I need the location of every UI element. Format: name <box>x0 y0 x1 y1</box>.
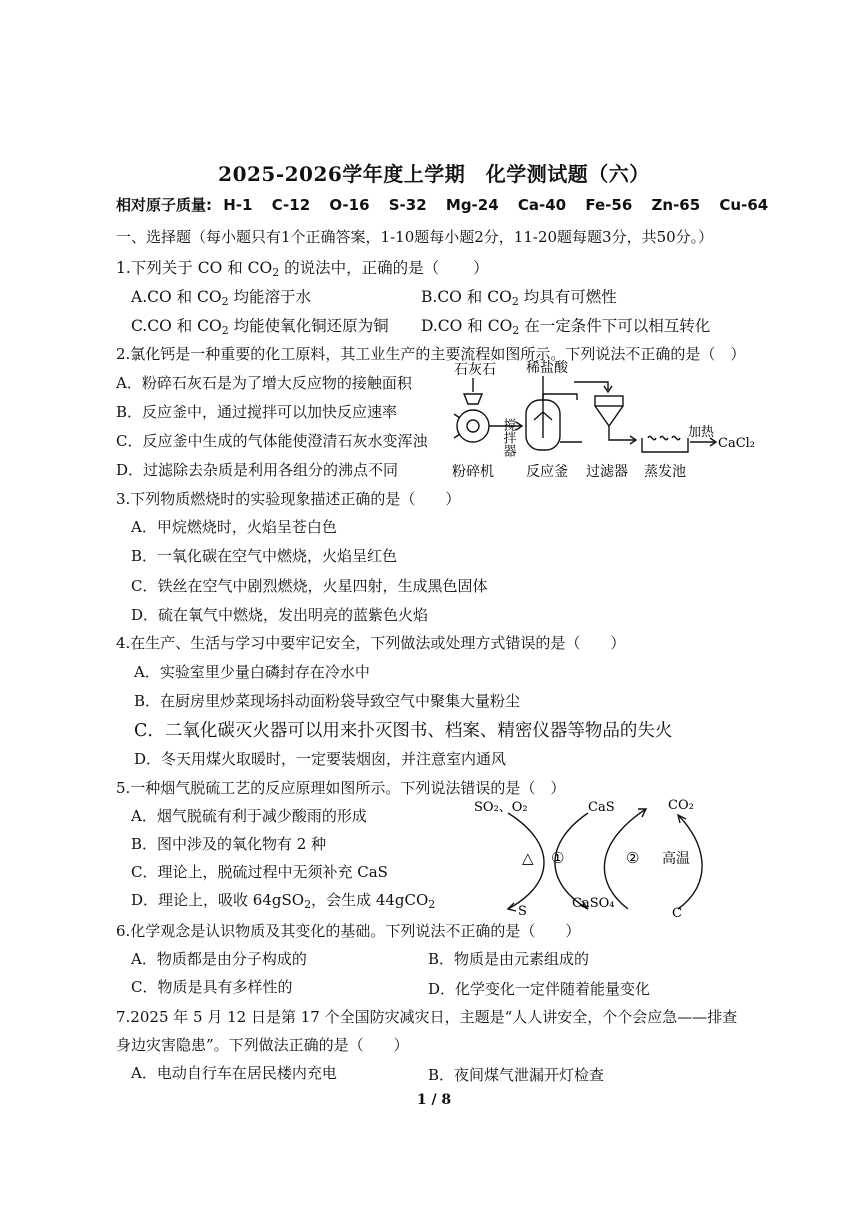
atomic-mass-item: S-32 <box>388 196 427 214</box>
label-limestone: 石灰石 <box>454 362 496 378</box>
question-1-stem <box>116 256 489 279</box>
option-text: 在一定条件下可以相互转化 <box>519 317 711 335</box>
desulfurization-cycle-diagram <box>468 795 708 920</box>
q6-option-c: C．物质是具有多样性的 <box>131 978 293 996</box>
q6-option-d: D．化学变化一定伴随着能量变化 <box>428 980 651 998</box>
subscript: 2 <box>221 295 229 308</box>
q5-option-c: C．理论上，脱硫过程中无须补充 CaS <box>131 863 388 881</box>
steam-lines <box>648 436 680 439</box>
q1-stem-part: 1.下列关于 CO 和 CO <box>116 259 273 277</box>
page-title: 2025-2026学年度上学期 化学测试题（六） <box>218 162 650 186</box>
q7-option-b: B．夜间煤气泄漏开灯检查 <box>428 1066 605 1084</box>
label-co2: CO₂ <box>668 798 694 813</box>
subscript: 2 <box>428 898 436 911</box>
atomic-mass-item: Fe-56 <box>585 196 633 214</box>
label-crusher: 粉碎机 <box>452 464 494 480</box>
option-text: C.CO 和 CO <box>131 317 222 335</box>
q7-option-a: A．电动自行车在居民楼内充电 <box>131 1064 337 1082</box>
atomic-mass-line <box>116 194 782 215</box>
calcium-chloride-process-diagram <box>450 360 790 485</box>
filter-top <box>595 396 623 406</box>
pipe-to-filter <box>574 382 608 390</box>
q2-option-d: D．过滤除去杂质是利用各组分的沸点不同 <box>116 461 399 479</box>
label-heat: 加热 <box>688 425 715 440</box>
q1-stem-part: 的说法中，正确的是（ <box>279 259 440 277</box>
label-cas: CaS <box>588 800 615 815</box>
q6-option-b: B．物质是由元素组成的 <box>428 950 590 968</box>
label-stirrer: 搅拌器 <box>500 418 516 457</box>
atomic-mass-item: Mg-24 <box>445 196 499 214</box>
q4-option-b: B．在厨房里炒菜现场抖动面粉袋导致空气中聚集大量粉尘 <box>134 692 521 710</box>
section-heading: 一、选择题（每小题只有1个正确答案，1-10题每小题2分，11-20题每题3分，共50分。） <box>116 228 714 246</box>
option-text: 均具有可燃性 <box>518 288 617 306</box>
option-text: D.CO 和 CO <box>421 317 513 335</box>
crusher-body <box>457 410 489 442</box>
label-c: C <box>672 906 682 920</box>
question-7-stem-line-2: 身边灾害隐患”。下列做法正确的是（ ） <box>116 1036 409 1054</box>
atomic-mass-item: O-16 <box>329 196 370 214</box>
subscript: 2 <box>272 266 280 279</box>
label-evaporator: 蒸发池 <box>644 464 686 480</box>
atomic-mass-item: Cu-64 <box>719 196 769 214</box>
q4-option-d: D．冬天用煤火取暖时，一定要装烟囱，并注意室内通风 <box>134 750 507 768</box>
page-number: 1 / 8 <box>416 1092 452 1108</box>
label-caso4: CaSO₄ <box>572 896 615 911</box>
filter-funnel <box>595 406 623 426</box>
label-delta: △ <box>522 849 534 867</box>
q1-option-c <box>131 314 389 337</box>
q1-option-a <box>131 285 311 308</box>
subscript: 2 <box>511 295 519 308</box>
q4-option-a: A．实验室里少量白磷封存在冷水中 <box>134 663 370 681</box>
atomic-mass-item: H-1 <box>223 196 253 214</box>
atomic-mass-label: 相对原子质量: <box>116 196 212 214</box>
q6-option-a: A．物质都是由分子构成的 <box>131 950 307 968</box>
label-product: CaCl₂ <box>718 436 756 451</box>
question-4-stem: 4.在生产、生活与学习中要牢记安全，下列做法或处理方式错误的是（ ） <box>116 634 626 652</box>
label-filter: 过滤器 <box>586 464 628 480</box>
q2-option-c: C．反应釜中生成的气体能使澄清石灰水变浑浊 <box>116 432 428 450</box>
question-2-stem: 2.氯化钙是一种重要的化工原料，其工业生产的主要流程如图所示。下列说法不正确的是（ ） <box>116 345 746 363</box>
option-text: ，会生成 44gCO <box>311 891 429 909</box>
label-acid: 稀盐酸 <box>526 360 568 376</box>
q3-option-d: D．硫在氧气中燃烧，发出明亮的蓝紫色火焰 <box>131 606 429 624</box>
option-text: D．理论上，吸收 64gSO <box>131 891 305 909</box>
subscript: 2 <box>304 898 312 911</box>
label-s: S <box>518 904 527 919</box>
label-reactor: 反应釜 <box>526 464 568 480</box>
label-high-temp: 高温 <box>662 851 690 867</box>
q3-option-c: C．铁丝在空气中剧烈燃烧，火星四射，生成黑色固体 <box>131 577 488 595</box>
label-step-2: ② <box>626 849 640 867</box>
q2-option-a: A．粉碎石灰石是为了增大反应物的接触面积 <box>116 374 412 392</box>
q3-option-a: A．甲烷燃烧时，火焰呈苍白色 <box>131 518 337 536</box>
q2-option-b: B．反应釜中，通过搅拌可以加快反应速率 <box>116 403 398 421</box>
subscript: 2 <box>221 324 229 337</box>
label-step-1: ① <box>551 849 565 867</box>
atomic-mass-item: Ca-40 <box>517 196 567 214</box>
atomic-mass-item: C-12 <box>271 196 311 214</box>
option-text: A.CO 和 CO <box>131 288 222 306</box>
question-6-stem: 6.化学观念是认识物质及其变化的基础。下列说法不正确的是（ ） <box>116 922 581 940</box>
q1-option-b <box>421 285 617 308</box>
question-7-stem-line-1: 7.2025 年 5 月 12 日是第 17 个全国防灾减灾日，主题是“人人讲安全，个个会应急——排查 <box>116 1008 738 1026</box>
q5-option-b: B．图中涉及的氧化物有 2 种 <box>131 835 327 853</box>
question-5-stem: 5.一种烟气脱硫工艺的反应原理如图所示。下列说法错误的是（ ） <box>116 779 566 797</box>
label-so2-o2: SO₂、O₂ <box>474 800 528 815</box>
option-text: 均能使氧化铜还原为铜 <box>228 317 389 335</box>
evaporator-basin <box>642 438 688 452</box>
question-3-stem: 3.下列物质燃烧时的实验现象描述正确的是（ ） <box>116 490 461 508</box>
option-text: B.CO 和 CO <box>421 288 512 306</box>
crusher-rotor <box>467 420 479 432</box>
crusher-hopper <box>464 394 482 404</box>
atomic-mass-item: Zn-65 <box>651 196 701 214</box>
subscript: 2 <box>512 324 520 337</box>
pipe-top <box>543 394 577 400</box>
q3-option-b: B．一氧化碳在空气中燃烧，火焰呈红色 <box>131 547 398 565</box>
q1-option-d <box>421 314 710 337</box>
q4-option-c: C．二氧化碳灭火器可以用来扑灭图书、档案、精密仪器等物品的失火 <box>134 721 673 741</box>
q5-option-a: A．烟气脱硫有利于减少酸雨的形成 <box>131 807 367 825</box>
q5-option-d <box>131 889 435 911</box>
q1-stem-part: ） <box>473 259 489 277</box>
option-text: 均能溶于水 <box>228 288 312 306</box>
